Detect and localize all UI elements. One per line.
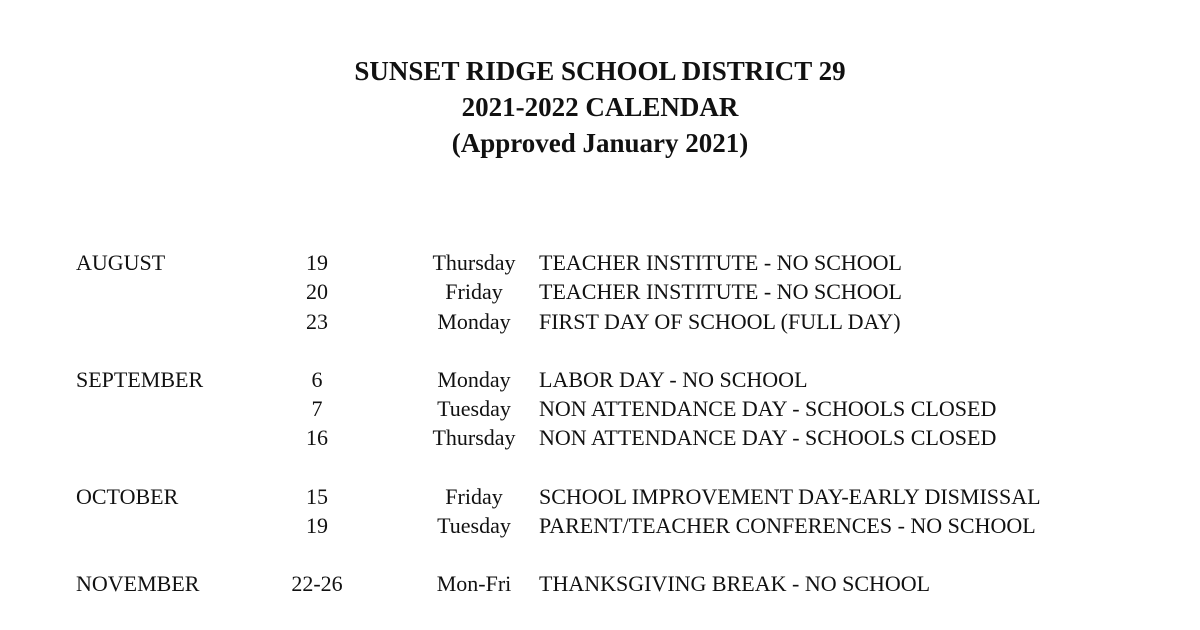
month-group-november xyxy=(0,569,1200,598)
event-weekday: Monday xyxy=(437,366,511,392)
month-group-september xyxy=(0,365,1200,453)
calendar-row xyxy=(0,423,1200,452)
event-description: NON ATTENDANCE DAY - SCHOOLS CLOSED xyxy=(539,425,997,451)
document-title xyxy=(0,53,1200,161)
event-weekday: Friday xyxy=(445,279,503,305)
event-date: 6 xyxy=(311,366,323,392)
event-weekday: Friday xyxy=(445,483,503,509)
event-date: 7 xyxy=(311,396,323,422)
event-weekday: Tuesday xyxy=(437,513,511,539)
calendar-row xyxy=(0,277,1200,306)
event-weekday: Mon-Fri xyxy=(436,571,512,597)
event-date: 19 xyxy=(306,250,328,275)
calendar-row xyxy=(0,307,1200,336)
event-weekday: Monday xyxy=(437,308,511,334)
calendar-row xyxy=(0,365,1200,394)
event-description: PARENT/TEACHER CONFERENCES - NO SCHOOL xyxy=(539,513,1036,539)
calendar-row xyxy=(0,394,1200,423)
event-description: SCHOOL IMPROVEMENT DAY-EARLY DISMISSAL xyxy=(539,483,1041,509)
event-weekday: Tuesday xyxy=(437,396,511,422)
month-label: NOVEMBER xyxy=(76,571,200,597)
calendar-row xyxy=(0,511,1200,540)
calendar-schedule xyxy=(0,248,1200,628)
month-label: OCTOBER xyxy=(76,483,179,509)
calendar-row xyxy=(0,482,1200,511)
month-label: AUGUST xyxy=(76,250,166,275)
event-description: THANKSGIVING BREAK - NO SCHOOL xyxy=(539,571,931,597)
month-group-october xyxy=(0,482,1200,541)
event-date: 22-26 xyxy=(291,571,343,597)
event-description: LABOR DAY - NO SCHOOL xyxy=(539,366,808,392)
event-description: NON ATTENDANCE DAY - SCHOOLS CLOSED xyxy=(539,396,997,422)
event-description: TEACHER INSTITUTE - NO SCHOOL xyxy=(539,250,902,275)
event-weekday: Thursday xyxy=(432,250,516,275)
calendar-year: 2021-2022 CALENDAR xyxy=(461,92,739,122)
event-description: TEACHER INSTITUTE - NO SCHOOL xyxy=(539,279,902,305)
event-date: 15 xyxy=(306,483,328,509)
calendar-row xyxy=(0,569,1200,598)
district-name: SUNSET RIDGE SCHOOL DISTRICT 29 xyxy=(354,56,846,86)
approval-note: (Approved January 2021) xyxy=(451,128,749,158)
month-label: SEPTEMBER xyxy=(76,366,204,392)
event-date: 19 xyxy=(306,513,328,539)
calendar-row xyxy=(0,248,1200,277)
month-group-august xyxy=(0,248,1200,336)
event-weekday: Thursday xyxy=(432,425,516,451)
event-date: 20 xyxy=(306,279,328,305)
event-date: 23 xyxy=(306,308,328,334)
event-description: FIRST DAY OF SCHOOL (FULL DAY) xyxy=(539,308,901,334)
event-date: 16 xyxy=(306,425,328,451)
